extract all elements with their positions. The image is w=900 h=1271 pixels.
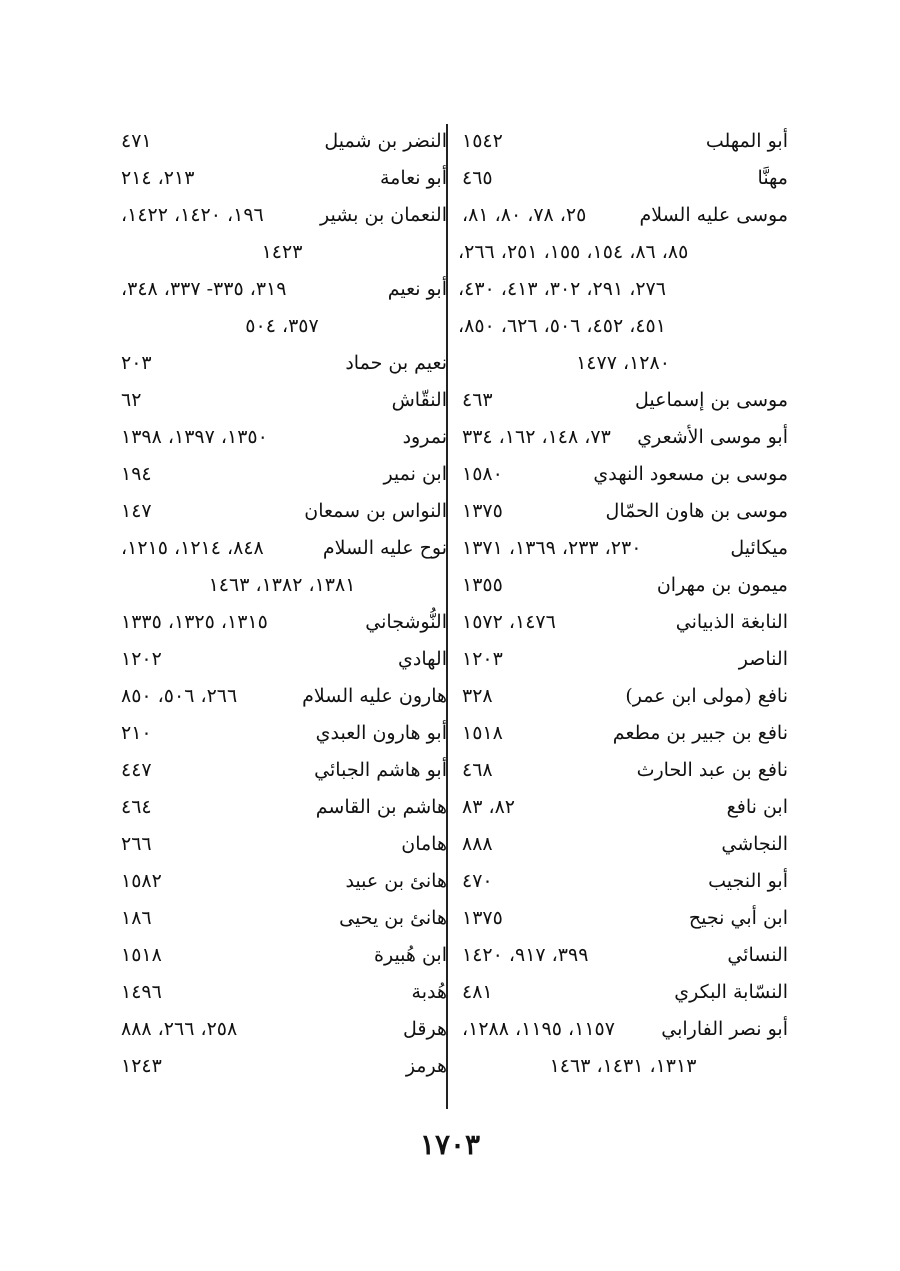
index-entry-line	[117, 123, 447, 160]
index-entry-line	[458, 197, 788, 234]
entry-page-refs: ٨٨٨	[462, 833, 493, 855]
entry-name: أبو المهلب	[705, 130, 788, 152]
index-entry	[117, 123, 447, 160]
entry-name: ابن نافع	[726, 796, 788, 818]
index-entry	[117, 419, 447, 456]
entry-name: ابن نمير	[383, 463, 447, 485]
index-entry-line	[117, 752, 447, 789]
entry-page-refs: ١٥٤٢	[462, 130, 503, 152]
index-entry-line	[117, 271, 447, 308]
entry-name: مهنَّا	[757, 167, 788, 189]
index-entry	[117, 493, 447, 530]
entry-page-refs: ٢١٠	[121, 722, 152, 744]
index-entry	[458, 641, 788, 678]
index-entry-line	[117, 826, 447, 863]
index-entry	[458, 493, 788, 530]
entry-name: النقّاش	[391, 389, 447, 411]
index-entry	[117, 826, 447, 863]
entry-page-refs-continued: ٢٧٦، ٢٩١، ٣٠٢، ٤١٣، ٤٣٠،	[458, 278, 666, 300]
index-entry	[117, 752, 447, 789]
entry-page-refs: ١٤٧	[121, 500, 152, 522]
index-entry	[458, 752, 788, 789]
entry-page-refs: ٦٢	[121, 389, 142, 411]
index-entry-line	[458, 974, 788, 1011]
entry-page-refs: ١٨٦	[121, 907, 152, 929]
index-entry	[117, 271, 447, 345]
index-entry	[117, 160, 447, 197]
index-entry	[117, 456, 447, 493]
index-entry	[117, 604, 447, 641]
index-entry-line	[117, 900, 447, 937]
index-entry-line	[458, 715, 788, 752]
page-number: ١٧٠٣	[419, 1128, 481, 1161]
entry-name: أبو نصر الفارابي	[661, 1018, 788, 1040]
entry-page-refs: ١٤٧٦، ١٥٧٢	[462, 611, 556, 633]
entry-name: نافع بن جبير بن مطعم	[612, 722, 788, 744]
index-entry-line	[117, 937, 447, 974]
index-entry-line	[117, 789, 447, 826]
entry-page-refs: ٤٦٤	[121, 796, 152, 818]
index-entry-line	[458, 678, 788, 715]
entry-page-refs: ٣٢٨	[462, 685, 493, 707]
index-entry	[458, 789, 788, 826]
index-entry-line	[458, 826, 788, 863]
entry-name: موسى بن مسعود النهدي	[593, 463, 788, 485]
index-entry	[117, 863, 447, 900]
entry-page-refs-continued: ٨٥، ٨٦، ١٥٤، ١٥٥، ٢٥١، ٢٦٦،	[458, 241, 689, 263]
index-entry-line	[117, 1048, 447, 1085]
entry-name: ميمون بن مهران	[656, 574, 788, 596]
entry-name: هانئ بن يحيى	[339, 907, 447, 929]
entry-name: نافع (مولى ابن عمر)	[625, 685, 788, 707]
entry-page-refs: ٢٣٠، ٢٣٣، ١٣٦٩، ١٣٧١	[462, 537, 642, 559]
entry-name: هانئ بن عبيد	[345, 870, 447, 892]
entry-name: الناصر	[738, 648, 788, 670]
entry-page-refs: ١٥١٨	[121, 944, 162, 966]
index-entry-line	[117, 863, 447, 900]
entry-name: أبو هاشم الجبائي	[314, 759, 447, 781]
entry-page-refs: ١٤٩٦	[121, 981, 162, 1003]
index-entry	[458, 382, 788, 419]
index-entry-line	[458, 382, 788, 419]
index-entry	[458, 1011, 788, 1085]
entry-name: ميكائيل	[730, 537, 788, 559]
index-entry	[117, 678, 447, 715]
index-entry	[117, 715, 447, 752]
index-entry-line	[458, 567, 788, 604]
entry-name: هارون عليه السلام	[302, 685, 447, 707]
index-entry-line	[458, 160, 788, 197]
entry-page-refs: ٤٨١	[462, 981, 493, 1003]
index-entry-line	[458, 1011, 788, 1048]
entry-page-refs: ١٢٠٢	[121, 648, 162, 670]
entry-name: النابغة الذبياني	[675, 611, 788, 633]
index-entry	[117, 1011, 447, 1048]
entry-page-refs: ٤٦٣	[462, 389, 493, 411]
index-entry-line	[117, 493, 447, 530]
index-entry-line	[117, 641, 447, 678]
entry-page-refs: ١٥٨٠	[462, 463, 503, 485]
index-entry	[458, 456, 788, 493]
index-entry-line	[117, 530, 447, 567]
entry-page-refs: ١١٥٧، ١١٩٥، ١٢٨٨،	[462, 1018, 615, 1040]
index-entry	[458, 678, 788, 715]
index-entry	[458, 419, 788, 456]
entry-page-refs: ١٥٨٢	[121, 870, 162, 892]
index-entry-line	[117, 382, 447, 419]
index-entry-line	[117, 715, 447, 752]
entry-page-refs-continued: ١٢٨٠، ١٤٧٧	[576, 352, 670, 374]
entry-name: هُدبة	[411, 981, 447, 1003]
entry-page-refs: ١٩٤	[121, 463, 152, 485]
entry-page-refs: ١٣٧٥	[462, 500, 503, 522]
index-entry-line	[458, 456, 788, 493]
entry-name: النضر بن شميل	[324, 130, 447, 152]
index-entry	[117, 382, 447, 419]
entry-name: نمرود	[402, 426, 447, 448]
entry-name: النسائي	[727, 944, 788, 966]
index-entry-line	[117, 1011, 447, 1048]
entry-page-refs: ٣٩٩، ٩١٧، ١٤٢٠	[462, 944, 589, 966]
entry-page-refs: ١٩٦، ١٤٢٠، ١٤٢٢،	[121, 204, 264, 226]
entry-page-refs-continued: ١٤٢٣	[261, 241, 303, 263]
index-column-left	[117, 123, 447, 1085]
index-entry	[117, 345, 447, 382]
entry-name: ابن هُبيرة	[374, 944, 447, 966]
index-entry	[117, 900, 447, 937]
entry-page-refs-continued: ٣٥٧، ٥٠٤	[245, 315, 319, 337]
index-entry-line	[117, 197, 447, 234]
entry-page-refs-continued: ٤٥١، ٤٥٢، ٥٠٦، ٦٢٦، ٨٥٠،	[458, 315, 666, 337]
entry-name: النعمان بن بشير	[320, 204, 447, 226]
index-entry-line	[458, 789, 788, 826]
entry-name: أبو موسى الأشعري	[637, 426, 788, 448]
entry-page-refs: ٤٧١	[121, 130, 152, 152]
index-entry	[117, 974, 447, 1011]
index-entry	[458, 826, 788, 863]
index-entry-line	[117, 678, 447, 715]
index-entry	[458, 567, 788, 604]
entry-name: النسّابة البكري	[674, 981, 788, 1003]
entry-name: النواس بن سمعان	[304, 500, 447, 522]
index-entry-line	[117, 345, 447, 382]
entry-page-refs: ٤٦٥	[462, 167, 493, 189]
index-entry	[117, 937, 447, 974]
index-entry	[117, 789, 447, 826]
index-entry-line	[117, 419, 447, 456]
entry-page-refs: ٤٦٨	[462, 759, 493, 781]
index-entry-line	[117, 604, 447, 641]
index-entry	[458, 160, 788, 197]
entry-page-refs: ٢٠٣	[121, 352, 152, 374]
entry-page-refs: ١٣٥٠، ١٣٩٧، ١٣٩٨	[121, 426, 268, 448]
entry-page-refs: ١٣٧٥	[462, 907, 503, 929]
entry-page-refs-continued: ١٣٨١، ١٣٨٢، ١٤٦٣	[208, 574, 356, 596]
entry-page-refs: ٤٧٠	[462, 870, 493, 892]
entry-page-refs: ٣١٩، ٣٣٥- ٣٣٧، ٣٤٨،	[121, 278, 287, 300]
entry-name: ابن أبي نجيح	[688, 907, 788, 929]
entry-page-refs: ١٥١٨	[462, 722, 503, 744]
index-entry	[117, 1048, 447, 1085]
entry-name: النجاشي	[721, 833, 788, 855]
entry-name: هاشم بن القاسم	[315, 796, 447, 818]
index-entry	[458, 863, 788, 900]
index-entry-line	[117, 160, 447, 197]
index-entry	[458, 900, 788, 937]
entry-page-refs: ١٣١٥، ١٣٢٥، ١٣٣٥	[121, 611, 268, 633]
entry-page-refs: ٨٤٨، ١٢١٤، ١٢١٥،	[121, 537, 264, 559]
index-entry-line	[458, 752, 788, 789]
index-entry-line	[458, 493, 788, 530]
index-entry-line	[458, 123, 788, 160]
entry-name: نعيم بن حماد	[345, 352, 447, 374]
entry-name: موسى بن هاون الحمّال	[605, 500, 788, 522]
entry-name: أبو نعيم	[387, 278, 447, 300]
entry-name: نافع بن عبد الحارث	[636, 759, 788, 781]
index-entry-line	[458, 419, 788, 456]
entry-page-refs: ٤٤٧	[121, 759, 152, 781]
index-entry-line	[458, 604, 788, 641]
entry-name: هرقل	[403, 1018, 447, 1040]
index-entry	[458, 197, 788, 382]
entry-name: نوح عليه السلام	[322, 537, 447, 559]
index-entry-line	[117, 456, 447, 493]
index-entry-line	[117, 974, 447, 1011]
entry-page-refs: ٢٥٨، ٢٦٦، ٨٨٨	[121, 1018, 238, 1040]
entry-page-refs: ٢٥، ٧٨، ٨٠، ٨١،	[462, 204, 587, 226]
index-entry-line	[458, 900, 788, 937]
index-entry	[458, 937, 788, 974]
entry-name: النُّوشجاني	[365, 611, 447, 633]
entry-name: موسى بن إسماعيل	[634, 389, 788, 411]
index-entry-line	[458, 937, 788, 974]
index-entry	[458, 974, 788, 1011]
index-entry-line	[458, 530, 788, 567]
entry-name: أبو نعامة	[379, 167, 447, 189]
entry-page-refs: ١٢٠٣	[462, 648, 503, 670]
index-entry	[458, 530, 788, 567]
index-entry	[117, 641, 447, 678]
entry-page-refs: ٧٣، ١٤٨، ١٦٢، ٣٣٤	[462, 426, 611, 448]
entry-page-refs: ٢١٣، ٢١٤	[121, 167, 195, 189]
entry-name: هرمز	[405, 1055, 447, 1077]
entry-page-refs: ٢٦٦	[121, 833, 152, 855]
entry-page-refs: ٨٢، ٨٣	[462, 796, 516, 818]
entry-name: هامان	[401, 833, 447, 855]
entry-page-refs: ٢٦٦، ٥٠٦، ٨٥٠	[121, 685, 238, 707]
entry-page-refs-continued: ١٣١٣، ١٤٣١، ١٤٦٣	[549, 1055, 697, 1077]
entry-name: أبو هارون العبدي	[315, 722, 447, 744]
index-entry	[458, 123, 788, 160]
index-entry	[458, 715, 788, 752]
index-entry	[117, 530, 447, 604]
entry-name: أبو النجيب	[708, 870, 788, 892]
index-entry-line	[458, 863, 788, 900]
entry-page-refs: ١٢٤٣	[121, 1055, 162, 1077]
index-entry	[117, 197, 447, 271]
index-entry	[458, 604, 788, 641]
entry-name: موسى عليه السلام	[639, 204, 788, 226]
entry-name: الهادي	[398, 648, 447, 670]
index-entry-line	[458, 641, 788, 678]
index-column-right	[458, 123, 788, 1085]
entry-page-refs: ١٣٥٥	[462, 574, 503, 596]
